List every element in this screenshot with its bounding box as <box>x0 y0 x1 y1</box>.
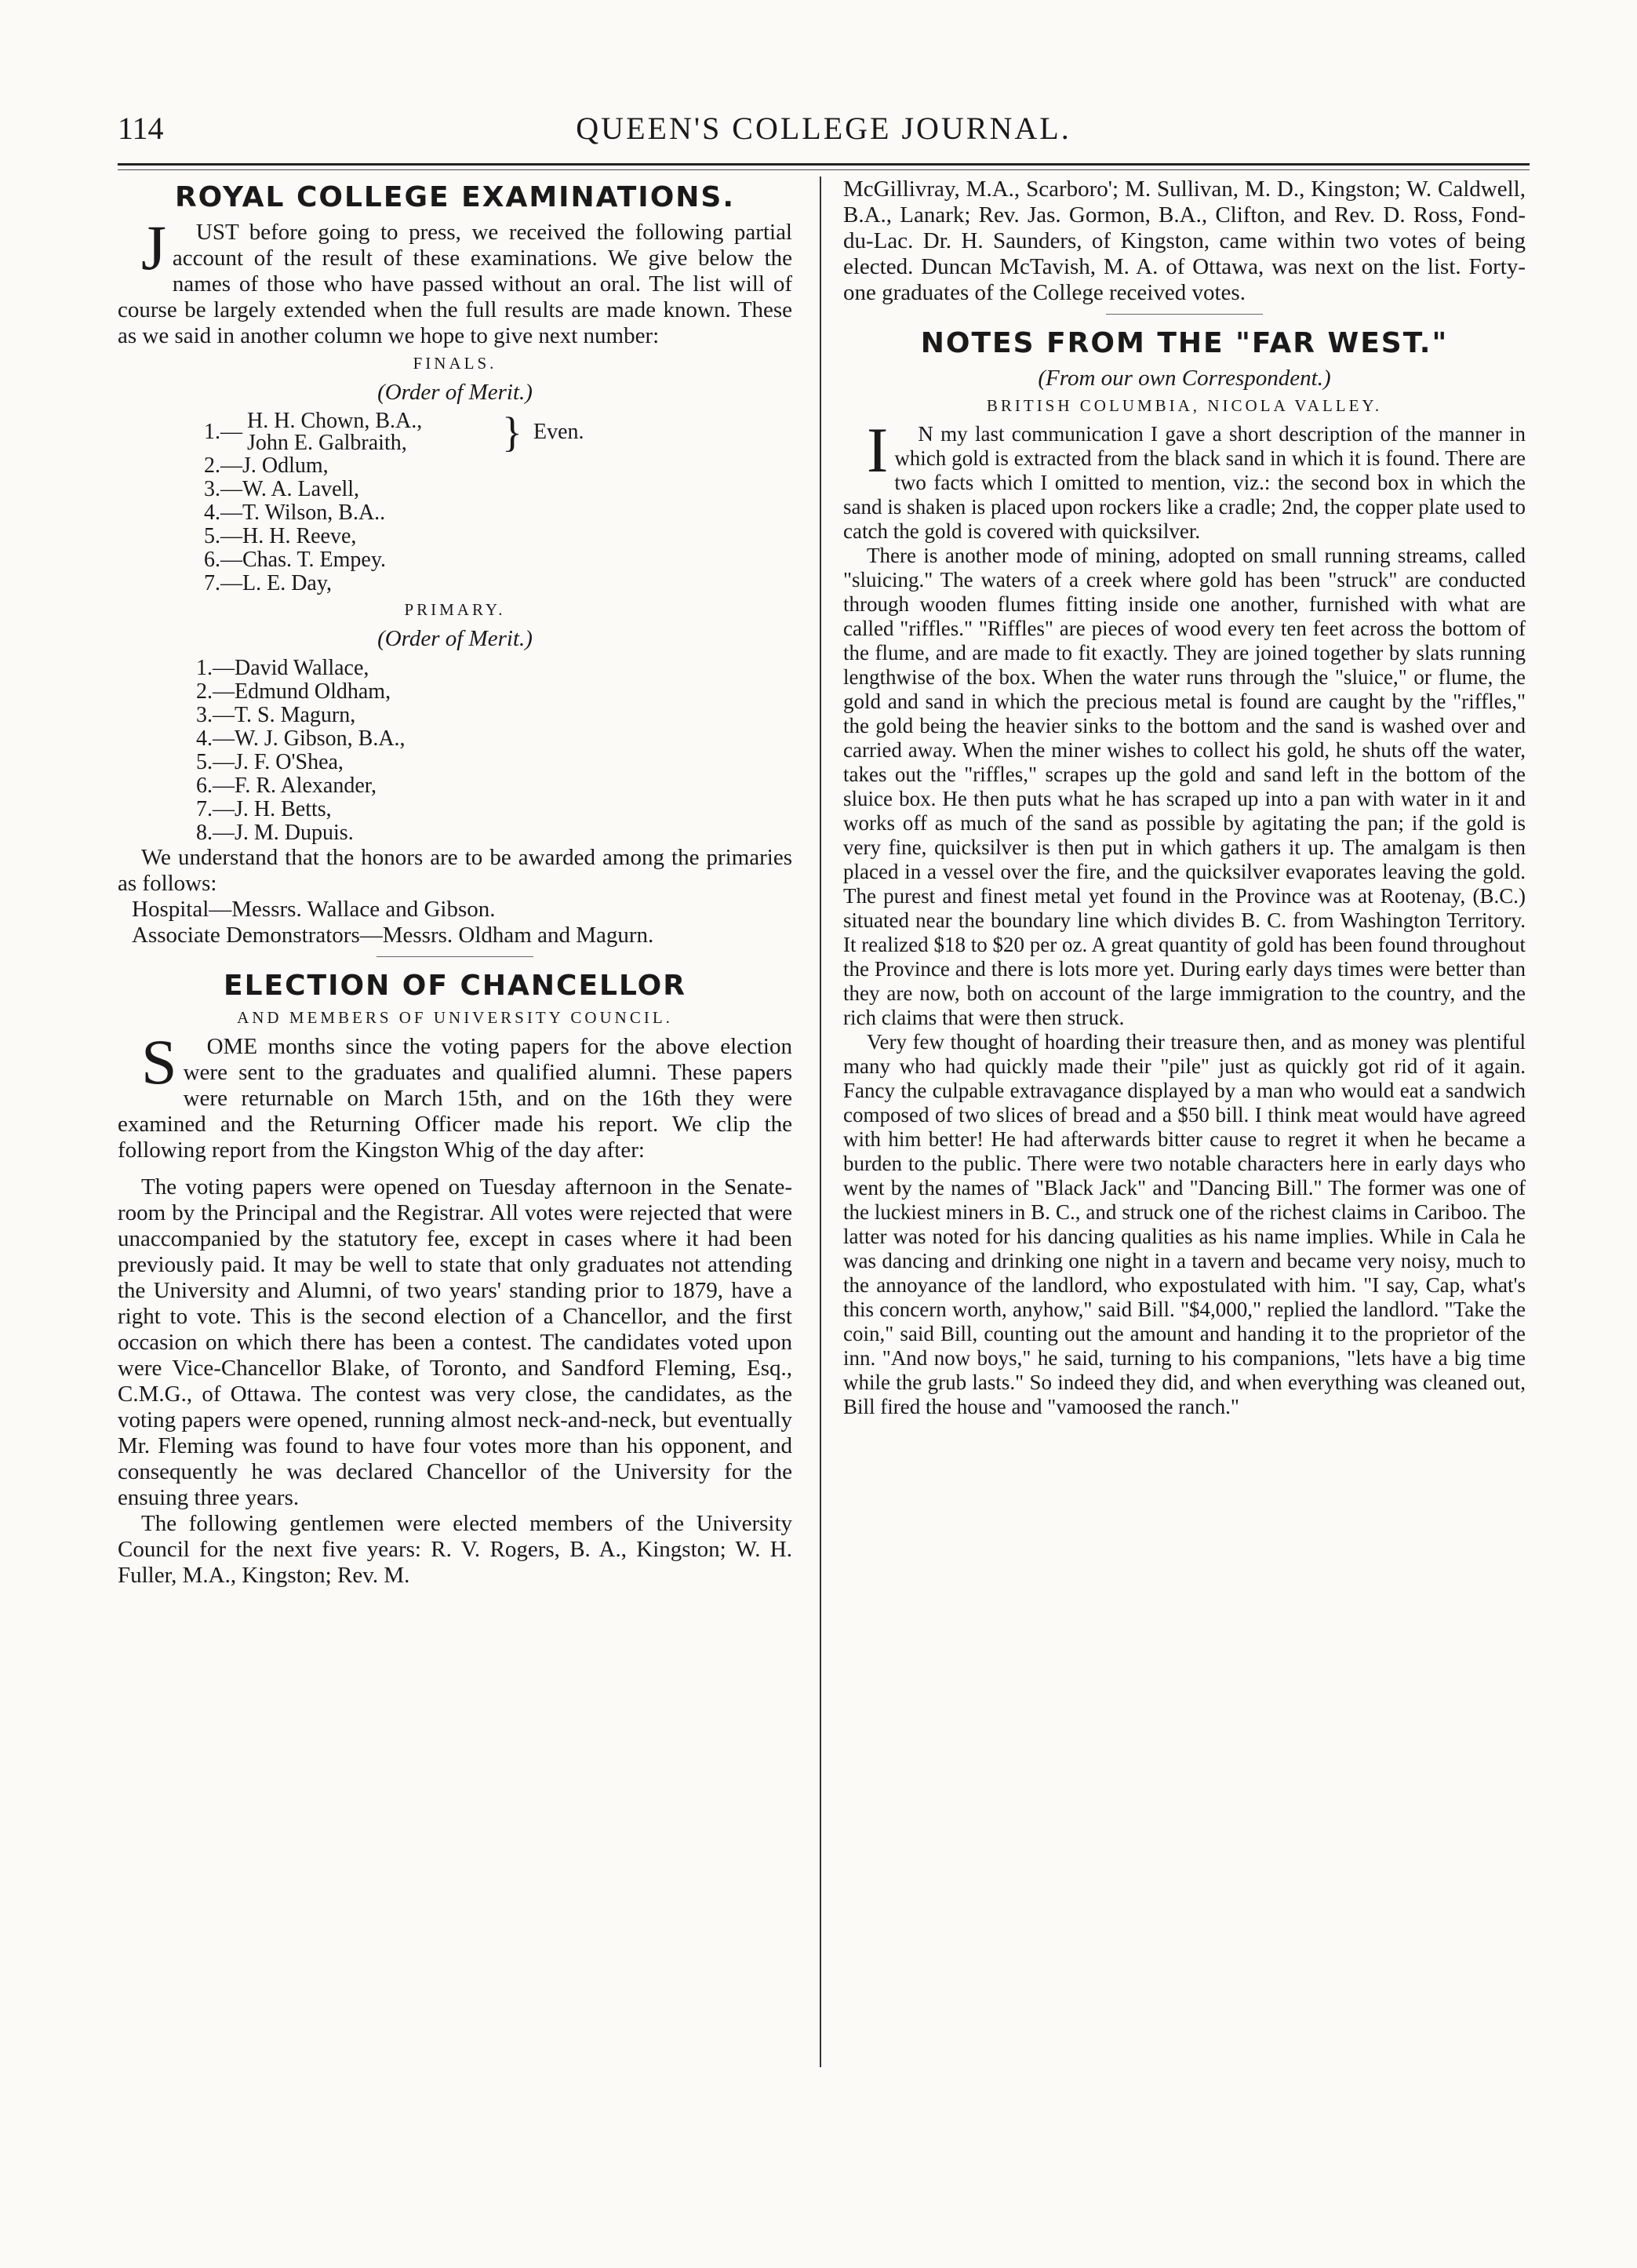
far-west-sluicing-paragraph: There is another mode of mining, adopted on small running streams, called "sluicing." The waters of a creek where gold has been "struck" are conducted through wooden flumes fitting inside one another, furnished with what are called "riffles." "Riffles" are pieces of wood every ten feet across the bottom of the flume, and are made to fit exactly. They are joined together by slats running lengthwise of the box. When the water runs through the "sluice," or flume, the gold and sand in which the precious metal is found are caught by the "riffles," the gold being the heavier sinks to the bottom and the sand is washed over and carried away. When the miner wishes to collect his gold, he shuts off the water, takes out the "riffles," scrapes up the gold and sand left in the bottom of the sluice box. He then puts what he has scraped up into a pan with water in it and works off as much of the sand as possible by agitating the pan; if the gold is very fine, quicksilver is then put in which gathers it up. The amalgam is then placed in a vessel over the fire, and the quicksilver evaporates leaving the gold. The purest and finest metal yet found in the Province was at Rootenay, (B.C.) situated near the boundary line which divides B. C. from Washington Territory. It realized $18 to $20 per oz. A great quantity of gold has been found throughout the Province and there is lots more yet. During early days times were better than they are now, both on account of the large immigration to the country, and the rich claims that were then struck. <box>843 544 1526 1029</box>
dropcap-s: S <box>141 1026 177 1098</box>
list-item: 1.—David Wallace, <box>196 656 369 680</box>
far-west-location: BRITISH COLUMBIA, NICOLA VALLEY. <box>986 396 1383 415</box>
primary-order-of-merit: (Order of Merit.) <box>377 626 533 651</box>
election-council-continued: McGillivray, M.A., Scarboro'; M. Sullivan, M. D., Kingston; W. Caldwell, B.A., Lanark; Rev. Jas. Gormon, B.A., Clifton, and Rev. D. Ross, Fond-du-Lac. Dr. H. Saunders, of Kingston, came within two votes of being elected. Duncan McTavish, M. A. of Ottawa, was next on the list. Forty-one graduates of the College received votes. <box>843 177 1526 305</box>
list-item: 7.—J. H. Betts, <box>196 797 332 821</box>
list-item: 3.—T. S. Magurn, <box>196 703 356 727</box>
royal-exams-intro <box>118 212 792 349</box>
royal-exams-title: ROYAL COLLEGE EXAMINATIONS. <box>174 181 736 213</box>
header-rule-thin <box>118 169 1530 170</box>
honors-associate: Associate Demonstrators—Messrs. Oldham and Magurn. <box>132 923 654 948</box>
spacer <box>118 1163 792 1174</box>
election-subtitle: AND MEMBERS OF UNIVERSITY COUNCIL. <box>237 1008 673 1027</box>
list-item: 5.—H. H. Reeve, <box>204 524 357 548</box>
election-intro-text: OME months since the voting papers for the above election were sent to the graduates and qualified alumni. These papers were returnable on March 15th, and on the 16th they were examined and the Returning Officer made his report. We clip the following report from the Kingston Whig of the day after: <box>118 1034 792 1163</box>
election-council-paragraph: The following gentlemen were elected members of the University Council for the next five years: R. V. Rogers, B. A., Kingston; W. H. Fuller, M.A., Kingston; Rev. M. <box>118 1511 792 1588</box>
election-intro <box>118 1026 792 1163</box>
right-column <box>843 177 1526 1419</box>
finals-order-of-merit: (Order of Merit.) <box>377 380 533 405</box>
page-header <box>118 110 1530 157</box>
list-item: 7.—L. E. Day, <box>204 571 333 595</box>
tie-note: Even. <box>533 420 584 444</box>
finals-heading: FINALS. <box>413 354 497 373</box>
tie-number: 1.— <box>204 420 242 444</box>
tie-name-2: John E. Galbraith, <box>247 431 407 455</box>
left-column <box>118 177 792 1589</box>
list-item: 4.—T. Wilson, B.A.. <box>204 501 386 525</box>
finals-list <box>118 454 792 595</box>
far-west-intro-text: N my last communication I gave a short description of the manner in which gold is extracted from the black sand in which it is found. There are two facts which I omitted to mention, viz.: the second box in which the sand is shaken is placed upon rockers like a cradle; 2nd, the copper plate used to catch the gold is covered with quicksilver. <box>843 422 1526 543</box>
election-report-paragraph: The voting papers were opened on Tuesday afternoon in the Senate-room by the Principal and the Registrar. All votes were rejected that were unaccompanied by the statutory fee, except in cases where it had been previously paid. It may be well to state that only graduates not attending the University and Alumni, of two years' standing prior to 1879, have a right to vote. This is the second election of a Chancellor, and the first occasion on which there has been a contest. The candidates voted upon were Vice-Chancellor Blake, of Toronto, and Sandford Fleming, Esq., C.M.G., of Ottawa. The contest was very close, the candidates, as the voting papers were opened, running almost neck-and-neck, but eventually Mr. Fleming was found to have four votes more than his opponent, and consequently he was declared Chancellor of the University for the ensuing three years. <box>118 1174 792 1510</box>
honors-hospital: Hospital—Messrs. Wallace and Gibson. <box>132 897 496 922</box>
list-item: 6.—Chas. T. Empey. <box>204 548 387 572</box>
list-item: 2.—J. Odlum, <box>204 453 329 478</box>
section-separator <box>377 956 533 957</box>
journal-title: QUEEN'S COLLEGE JOURNAL. <box>576 111 1071 146</box>
dropcap-i: I <box>867 414 889 486</box>
election-title: ELECTION OF CHANCELLOR <box>224 970 686 1002</box>
far-west-intro <box>843 414 1526 544</box>
tie-brace: } <box>502 409 522 456</box>
tie-name-1: H. H. Chown, B.A., <box>247 409 423 433</box>
header-rule <box>118 163 1530 166</box>
page-number: 114 <box>118 111 164 146</box>
list-item: 6.—F. R. Alexander, <box>196 774 377 798</box>
column-divider <box>820 177 821 2067</box>
list-item: 5.—J. F. O'Shea, <box>196 750 344 774</box>
finals-tie-group <box>118 410 792 454</box>
list-item: 3.—W. A. Lavell, <box>204 477 360 501</box>
primary-heading: PRIMARY. <box>404 600 506 619</box>
list-item: 8.—J. M. Dupuis. <box>196 821 354 845</box>
honors-paragraph: We understand that the honors are to be awarded among the primaries as follows: <box>118 845 792 896</box>
far-west-title: NOTES FROM THE "FAR WEST." <box>920 327 1449 359</box>
royal-intro-text: UST before going to press, we received the following partial account of the result of these examinations. We give below the names of those who have passed without an oral. The list will of course be largely extended when the full results are made known. These as we said in another column we hope to give next number: <box>118 220 792 348</box>
dropcap-j: J <box>141 212 166 283</box>
far-west-byline: (From our own Correspondent.) <box>1038 366 1331 391</box>
list-item: 4.—W. J. Gibson, B.A., <box>196 726 406 751</box>
list-item: 2.—Edmund Oldham, <box>196 679 391 704</box>
section-separator <box>1106 314 1263 315</box>
primary-list <box>118 657 792 845</box>
far-west-anecdote-paragraph: Very few thought of hoarding their treasure then, and as money was plentiful many who had quickly made their "pile" just as quickly got rid of it again. Fancy the culpable extravagance displayed by a man who would eat a sandwich composed of two slices of bread and a $50 bill. I think meat would have agreed with him better! He had afterwards bitter cause to regret it when he became a burden to the public. There were two notable characters here in early days who went by the names of "Black Jack" and "Dancing Bill." The former was one of the luckiest miners in B. C., and struck one of the richest claims in Cariboo. The latter was noted for his dancing qualities as his name implies. While in Cala he was dancing and drinking one night in a tavern and became very noisy, much to the annoyance of the landlord, who expostulated with him. "I say, Cap, what's this concern worth, anyhow," said Bill. "$4,000," replied the landlord. "Take the coin," said Bill, counting out the amount and handing it to the proprietor of the inn. "And now boys," he said, turning to his companions, "lets have a big time while the grub lasts." So indeed they did, and when everything was cleaned out, Bill fired the house and "vamoosed the ranch." <box>843 1030 1526 1418</box>
